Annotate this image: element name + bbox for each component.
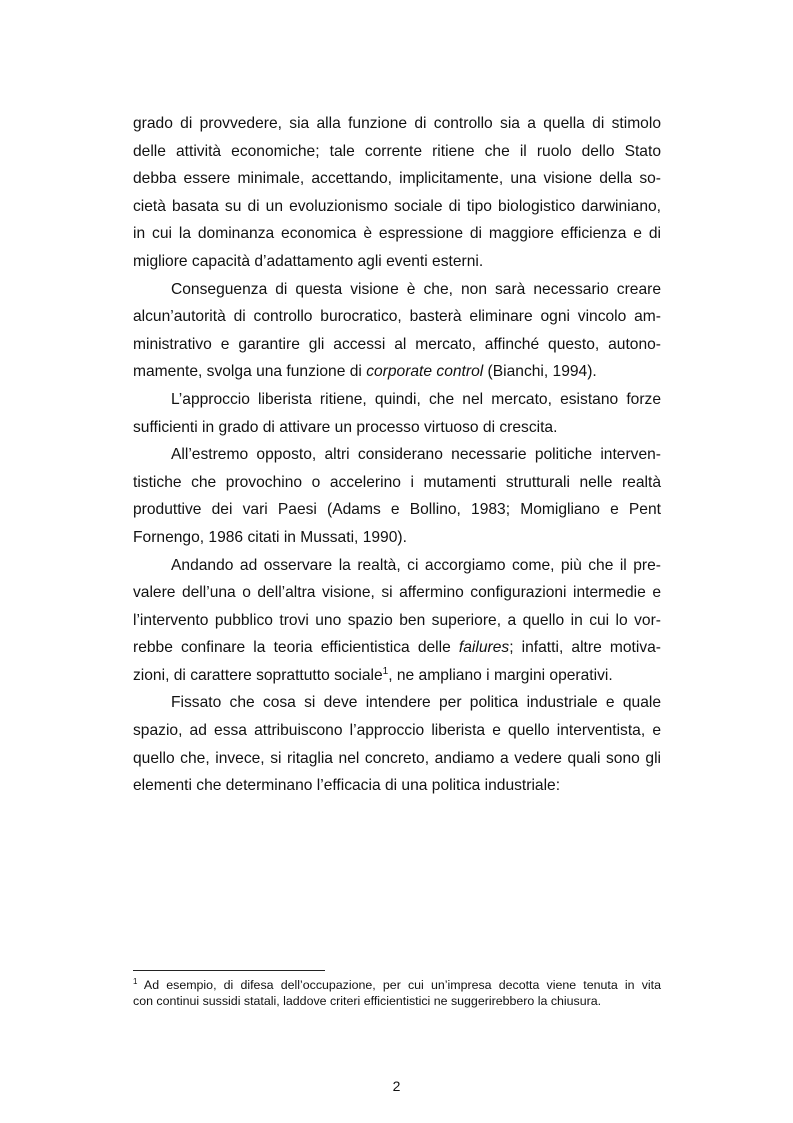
text-segment: ministrativo e garantire gli accessi al mercato, affinché questo, autono- — [133, 335, 661, 353]
footnote-reference: 1 — [382, 665, 389, 677]
text-line — [133, 579, 661, 607]
text-segment: valere dell’una o dell’altra visione, si affermino configurazioni intermedie e — [133, 584, 661, 602]
paragraph — [133, 441, 661, 551]
text-line — [133, 634, 661, 662]
text-segment: zioni, di carattere soprattutto sociale — [133, 666, 383, 684]
text-segment: Fissato che cosa si deve intendere per politica industriale e quale — [171, 694, 661, 712]
text-line — [133, 165, 661, 193]
paragraph — [133, 276, 661, 386]
page-number: 2 — [392, 1078, 401, 1094]
footnote-text: Ad esempio, di difesa dell’occupazione, per cui un’impresa decotta viene tenuta in vita — [137, 978, 661, 992]
text-line — [133, 220, 661, 248]
text-segment: delle attività economiche; tale corrente ritiene che il ruolo dello Stato — [133, 142, 661, 160]
text-segment: L’approccio liberista ritiene, quindi, che nel mercato, esistano forze — [171, 390, 661, 408]
text-line — [133, 745, 661, 773]
text-line — [133, 524, 661, 552]
text-segment: sufficienti in grado di attivare un processo virtuoso di crescita. — [133, 418, 558, 436]
paragraph — [133, 110, 661, 276]
paragraph — [133, 552, 661, 690]
text-line — [133, 110, 661, 138]
text-segment: (Bianchi, 1994). — [483, 363, 597, 381]
text-line — [133, 607, 661, 635]
paragraph — [133, 689, 661, 799]
text-line — [133, 689, 661, 717]
text-segment: ; infatti, altre motiva- — [509, 639, 661, 657]
text-segment: cietà basata su di un evoluzionismo sociale di tipo biologistico darwiniano, — [133, 197, 661, 215]
text-line — [133, 469, 661, 497]
text-line — [133, 772, 661, 800]
text-line — [133, 552, 661, 580]
text-segment: Fornengo, 1986 citati in Mussati, 1990). — [133, 528, 407, 546]
footnote-line — [133, 977, 661, 993]
text-segment: Andando ad osservare la realtà, ci accorgiamo come, più che il pre- — [171, 556, 661, 574]
footnote-marker: 1 — [133, 977, 138, 986]
text-line — [133, 331, 661, 359]
text-line — [133, 662, 661, 690]
text-line — [133, 138, 661, 166]
text-line — [133, 193, 661, 221]
text-segment: migliore capacità d’adattamento agli eventi esterni. — [133, 252, 484, 270]
text-line — [133, 303, 661, 331]
text-segment: rebbe confinare la teoria efficientistica delle — [133, 639, 459, 657]
text-segment: All’estremo opposto, altri considerano necessarie politiche interven- — [171, 446, 661, 464]
text-segment: spazio, ad essa attribuiscono l’approccio liberista e quello interventista, e — [133, 722, 661, 740]
text-segment: , ne ampliano i margini operativi. — [388, 666, 613, 684]
text-segment: debba essere minimale, accettando, implicitamente, una visione della so- — [133, 170, 661, 188]
text-line — [133, 414, 661, 442]
text-line — [133, 358, 661, 386]
text-segment: Conseguenza di questa visione è che, non sarà necessario creare — [171, 280, 661, 298]
text-line — [133, 276, 661, 304]
footnote-line: con continui sussidi statali, laddove criteri efficientistici ne suggerirebbero la chiusura. — [133, 994, 602, 1008]
text-segment: elementi che determinano l’efficacia di una politica industriale: — [133, 777, 561, 795]
paragraph — [133, 386, 661, 441]
text-line — [133, 496, 661, 524]
text-line — [133, 717, 661, 745]
text-segment: quello che, invece, si ritaglia nel concreto, andiamo a vedere quali sono gli — [133, 749, 661, 767]
text-segment: in cui la dominanza economica è espressione di maggiore efficienza e di — [133, 225, 661, 243]
body-text — [133, 110, 661, 800]
text-segment: mamente, svolga una funzione di — [133, 363, 367, 381]
text-line — [133, 386, 661, 414]
footnote — [133, 977, 661, 1009]
text-segment: produttive dei vari Paesi (Adams e Bollino, 1983; Momigliano e Pent — [133, 501, 661, 519]
italic-term: failures — [458, 639, 510, 657]
text-segment: l’intervento pubblico trovi uno spazio ben superiore, a quello in cui lo vor- — [133, 611, 661, 629]
italic-term: corporate control — [366, 363, 484, 381]
text-segment: grado di provvedere, sia alla funzione di controllo sia a quella di stimolo — [133, 115, 661, 132]
text-line — [133, 248, 661, 276]
text-segment: tistiche che provochino o accelerino i mutamenti strutturali nelle realtà — [133, 473, 661, 491]
text-line — [133, 441, 661, 469]
text-segment: alcun’autorità di controllo burocratico, basterà eliminare ogni vincolo am- — [133, 308, 661, 326]
footnote-separator — [133, 970, 325, 971]
